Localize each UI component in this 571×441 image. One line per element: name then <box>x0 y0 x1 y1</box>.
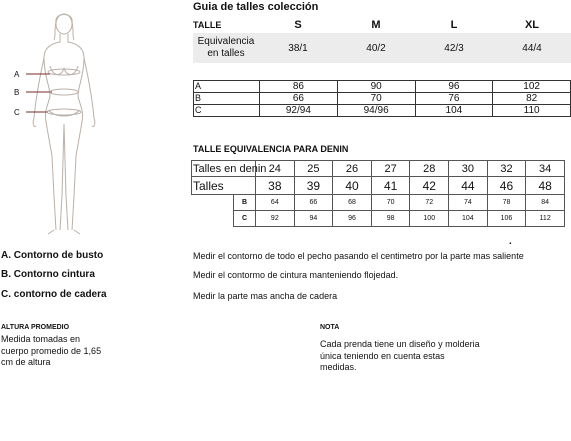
altura-line: cuerpo promedio de 1,65 <box>1 345 102 356</box>
table-cell: 41 <box>371 177 410 195</box>
table-cell: 102 <box>493 81 571 93</box>
denin-equivalence-table <box>191 160 565 227</box>
table-cell: 26 <box>333 161 372 177</box>
table-cell: 110 <box>493 105 571 117</box>
figure-legs-inner <box>60 124 68 230</box>
stray-dot: . <box>509 236 512 247</box>
altura-line: cm de altura <box>1 357 51 367</box>
table-cell: 44 <box>449 177 488 195</box>
denin-row-sizes <box>192 161 565 177</box>
figure-head <box>56 14 72 34</box>
equivalence-s: 38/1 <box>259 33 337 63</box>
measurement-row-b <box>194 93 571 105</box>
table-cell: 104 <box>449 211 488 227</box>
denin-c-label: C <box>234 211 256 227</box>
denin-row-b <box>192 195 565 211</box>
table-cell: 40 <box>333 177 372 195</box>
table-cell: 90 <box>337 81 415 93</box>
table-cell: 70 <box>337 93 415 105</box>
table-cell: 66 <box>260 93 338 105</box>
marker-c-label: C <box>14 108 20 117</box>
waist-measure-ring <box>50 89 78 95</box>
size-header-table <box>193 17 571 63</box>
table-cell: 94 <box>294 211 333 227</box>
nota-line: medidas. <box>320 362 357 372</box>
table-cell: 74 <box>449 195 488 211</box>
table-cell: 104 <box>415 105 493 117</box>
equivalence-label-line1: Equivalencia <box>197 36 255 47</box>
table-cell: 28 <box>410 161 449 177</box>
nota-line: única teniendo en cuenta estas <box>320 350 445 361</box>
table-cell: 106 <box>487 211 526 227</box>
measurement-row-c <box>194 105 571 117</box>
nota-line: Cada prenda tiene un diseño y molderia <box>320 339 480 349</box>
table-cell: 32 <box>487 161 526 177</box>
table-cell: 30 <box>449 161 488 177</box>
row-label: B <box>194 93 260 105</box>
table-cell: 86 <box>260 81 338 93</box>
marker-b-label: B <box>14 88 20 97</box>
table-cell: 46 <box>487 177 526 195</box>
table-cell: 112 <box>526 211 565 227</box>
size-guide-title: Guia de talles colección <box>193 1 319 13</box>
equivalence-m: 40/2 <box>337 33 415 63</box>
table-cell: 24 <box>256 161 295 177</box>
empty-cell <box>192 211 234 227</box>
table-cell: 48 <box>526 177 565 195</box>
denin-row1-label: Talles en denin <box>193 162 267 175</box>
measurement-table <box>193 80 571 117</box>
table-cell: 25 <box>294 161 333 177</box>
table-cell: 39 <box>294 177 333 195</box>
table-cell: 66 <box>294 195 333 211</box>
altura-body <box>1 334 141 369</box>
table-cell: 64 <box>256 195 295 211</box>
header-size-xl: XL <box>524 19 540 31</box>
denin-row-talles <box>192 177 565 195</box>
altura-title: ALTURA PROMEDIO <box>1 324 70 331</box>
table-cell: 100 <box>410 211 449 227</box>
header-size-m: M <box>371 19 381 31</box>
table-cell: 94/96 <box>337 105 415 117</box>
equivalence-l: 42/3 <box>415 33 493 63</box>
measurement-row-a <box>194 81 571 93</box>
header-talle: TALLE <box>193 20 222 30</box>
table-cell: 38 <box>256 177 295 195</box>
header-size-l: L <box>450 19 458 31</box>
measure-a-desc: Medir el contorno de todo el pecho pasando el centimetro por la parte mas saliente <box>193 251 524 261</box>
table-cell: 72 <box>410 195 449 211</box>
hip-measure-ring <box>47 109 81 115</box>
empty-cell <box>192 195 234 211</box>
measure-c-name: C. contorno de cadera <box>1 289 107 300</box>
table-cell: 78 <box>487 195 526 211</box>
nota-section <box>320 324 560 374</box>
denin-title: TALLE EQUIVALENCIA PARA DENIN <box>193 144 349 154</box>
altura-section <box>1 324 141 369</box>
table-cell: 42 <box>410 177 449 195</box>
figure-right-arm <box>84 58 95 127</box>
table-cell: 98 <box>371 211 410 227</box>
header-size-s: S <box>294 19 302 31</box>
table-cell: 96 <box>415 81 493 93</box>
body-figure-illustration <box>14 6 124 238</box>
measure-c-desc: Medir la parte mas ancha de cadera <box>193 291 338 301</box>
nota-title: NOTA <box>320 324 340 331</box>
figure-bust <box>50 66 78 75</box>
table-cell: 96 <box>333 211 372 227</box>
row-label: A <box>194 81 260 93</box>
table-cell: 82 <box>493 93 571 105</box>
equivalence-row <box>193 33 571 63</box>
size-header-row <box>193 17 571 33</box>
table-cell: 84 <box>526 195 565 211</box>
figure-feet <box>48 230 80 234</box>
table-cell: 68 <box>333 195 372 211</box>
table-cell: 92/94 <box>260 105 338 117</box>
altura-line: Medida tomadas en <box>1 334 81 344</box>
marker-a-label: A <box>14 70 20 79</box>
equivalence-label-line2: en talles <box>207 48 245 59</box>
row-label: C <box>194 105 260 117</box>
table-cell: 70 <box>371 195 410 211</box>
table-cell: 76 <box>415 93 493 105</box>
nota-body <box>320 339 560 374</box>
denin-row2-label: Talles <box>192 177 256 195</box>
table-cell: 27 <box>371 161 410 177</box>
equivalence-label <box>193 33 259 63</box>
measure-a-name: A. Contorno de busto <box>1 250 104 261</box>
measure-b-name: B. Contorno cintura <box>1 269 95 280</box>
denin-row-c <box>192 211 565 227</box>
measure-b-desc: Medir el contormo de cintura manteniendo flojedad. <box>193 270 399 280</box>
equivalence-xl: 44/4 <box>493 33 571 63</box>
table-cell: 34 <box>526 161 565 177</box>
table-cell: 92 <box>256 211 295 227</box>
denin-b-label: B <box>234 195 256 211</box>
